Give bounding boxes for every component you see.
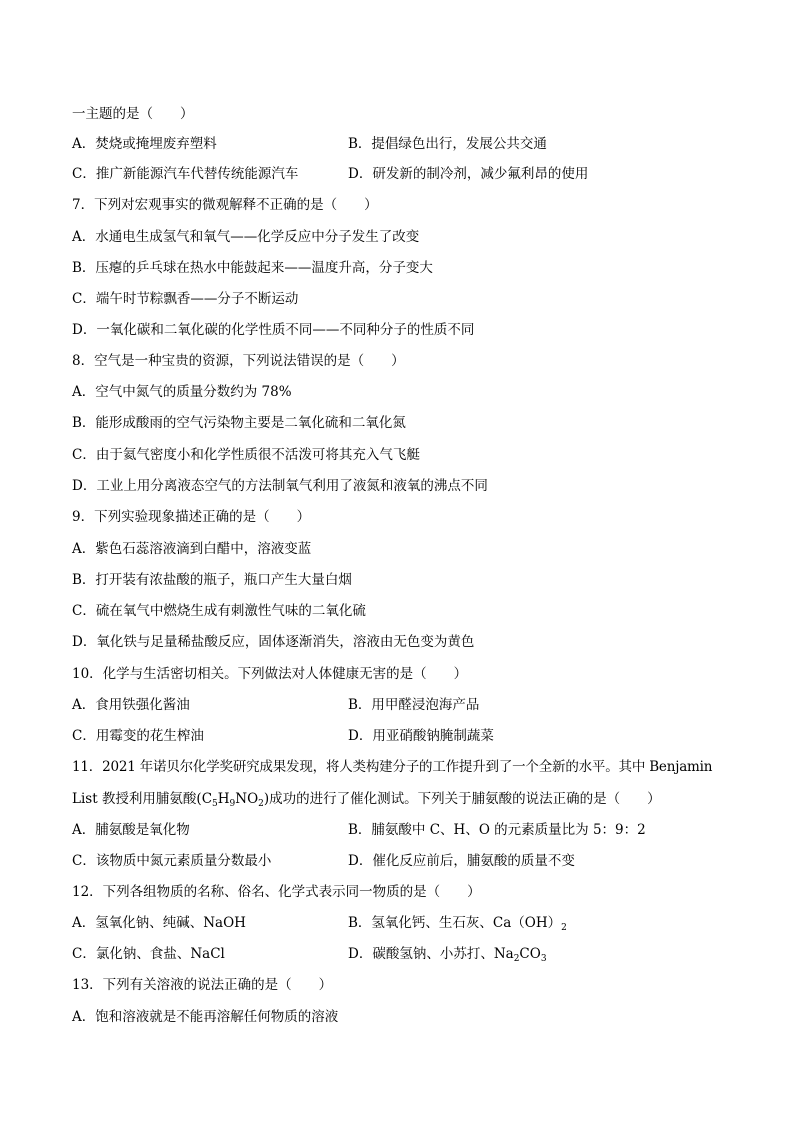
q8-option-c: C．由于氦气密度小和化学性质很不活泼可将其充入气飞艇 xyxy=(72,447,420,463)
q12-option-d-co: CO xyxy=(519,946,541,962)
q7-option-b: B．压瘪的乒乓球在热水中能鼓起来——温度升高，分子变大 xyxy=(72,260,433,276)
q10-option-c: C．用霉变的花生榨油 xyxy=(72,728,204,744)
q11-sub-5: 5 xyxy=(212,799,218,809)
q11-option-a: A．脯氨酸是氧化物 xyxy=(72,822,190,838)
q6-options-row-2 xyxy=(72,164,722,184)
q11-stem-line-1: 11．2021 年诺贝尔化学奖研究成果发现，将人类构建分子的工作提升到了一个全新的水平。其中 Benjamin xyxy=(72,759,713,775)
q12-option-d xyxy=(348,944,547,964)
q13-option-a: A．饱和溶液就是不能再溶解任何物质的溶液 xyxy=(72,1009,339,1025)
q7-stem: 7．下列对宏观事实的微观解释不正确的是（ ） xyxy=(72,197,378,213)
q11-options-row-2 xyxy=(72,851,722,871)
q10-stem: 10．化学与生活密切相关。下列做法对人体健康无害的是（ ） xyxy=(72,666,468,682)
q6-option-d: D．研发新的制冷剂，减少氟利昂的使用 xyxy=(348,166,589,182)
q10-options-row-2 xyxy=(72,726,722,746)
q11-stem-line-2 xyxy=(72,789,722,809)
q11-options-row-1 xyxy=(72,820,722,840)
q10-option-a: A．食用铁强化酱油 xyxy=(72,697,190,713)
q9-stem: 9．下列实验现象描述正确的是（ ） xyxy=(72,509,311,525)
q11-stem-pre: List 教授利用脯氨酸(C xyxy=(72,791,213,807)
intro-line: 一主题的是（ ） xyxy=(72,106,194,122)
q12-option-a: A．氢氧化钠、纯碱、NaOH xyxy=(72,915,246,931)
q9-option-d: D．氧化铁与足量稀盐酸反应，固体逐渐消失，溶液由无色变为黄色 xyxy=(72,634,475,650)
q13-stem: 13．下列有关溶液的说法正确的是（ ） xyxy=(72,977,333,993)
q7-option-a: A．水通电生成氢气和氧气——化学反应中分子发生了改变 xyxy=(72,229,420,245)
q12-option-d-text: D．碳酸氢钠、小苏打、Na xyxy=(348,946,514,962)
q11-option-c: C．该物质中氮元素质量分数最小 xyxy=(72,853,272,869)
q6-options-row-1 xyxy=(72,134,722,154)
q9-option-a: A．紫色石蕊溶液滴到白醋中，溶液变蓝 xyxy=(72,541,312,557)
q12-option-b-text: B．氢氧化钙、生石灰、Ca（OH） xyxy=(348,915,562,931)
q10-options-row-1 xyxy=(72,695,722,715)
q9-option-b: B．打开装有浓盐酸的瓶子，瓶口产生大量白烟 xyxy=(72,572,352,588)
q6-option-b: B．提倡绿色出行，发展公共交通 xyxy=(348,136,547,152)
q7-option-c: C．端午时节粽飘香——分子不断运动 xyxy=(72,291,299,307)
q6-option-a: A．焚烧或掩埋废弃塑料 xyxy=(72,136,217,152)
q12-option-c: C．氯化钠、食盐、NaCl xyxy=(72,946,225,962)
q11-no: NO xyxy=(235,791,259,807)
q11-option-b: B．脯氨酸中 C、H、O 的元素质量比为 5：9：2 xyxy=(348,822,646,838)
q12-option-b xyxy=(348,913,567,933)
q8-stem: 8．空气是一种宝贵的资源，下列说法错误的是（ ） xyxy=(72,353,405,369)
q12-stem: 12．下列各组物质的名称、俗名、化学式表示同一物质的是（ ） xyxy=(72,884,481,900)
q11-option-d: D．催化反应前后，脯氨酸的质量不变 xyxy=(348,853,575,869)
q11-sub-9: 9 xyxy=(229,799,236,809)
q12-options-row-1 xyxy=(72,913,722,933)
q10-option-d: D．用亚硝酸钠腌制蔬菜 xyxy=(348,728,494,744)
q8-option-d: D．工业上用分离液态空气的方法制氧气利用了液氮和液氧的沸点不同 xyxy=(72,478,488,494)
q11-sub-2: 2 xyxy=(258,799,264,809)
q12-options-row-2 xyxy=(72,944,722,964)
q8-option-b: B．能形成酸雨的空气污染物主要是二氧化硫和二氧化氮 xyxy=(72,415,406,431)
q7-option-d: D．一氧化碳和二氧化碳的化学性质不同——不同种分子的性质不同 xyxy=(72,322,475,338)
q12-option-b-sub: 2 xyxy=(561,923,567,933)
q8-option-a: A．空气中氮气的质量分数约为 78% xyxy=(72,384,292,400)
q12-option-d-sub-2: 3 xyxy=(540,954,547,964)
q12-option-d-sub-1: 2 xyxy=(513,954,520,964)
q11-stem-post: )成功的进行了催化测试。下列关于脯氨酸的说法正确的是（ ） xyxy=(263,791,661,807)
q10-option-b: B．用甲醛浸泡海产品 xyxy=(348,697,480,713)
q11-h: H xyxy=(217,791,230,807)
q6-option-c: C．推广新能源汽车代替传统能源汽车 xyxy=(72,166,299,182)
q9-option-c: C．硫在氧气中燃烧生成有刺激性气味的二氧化硫 xyxy=(72,603,366,619)
